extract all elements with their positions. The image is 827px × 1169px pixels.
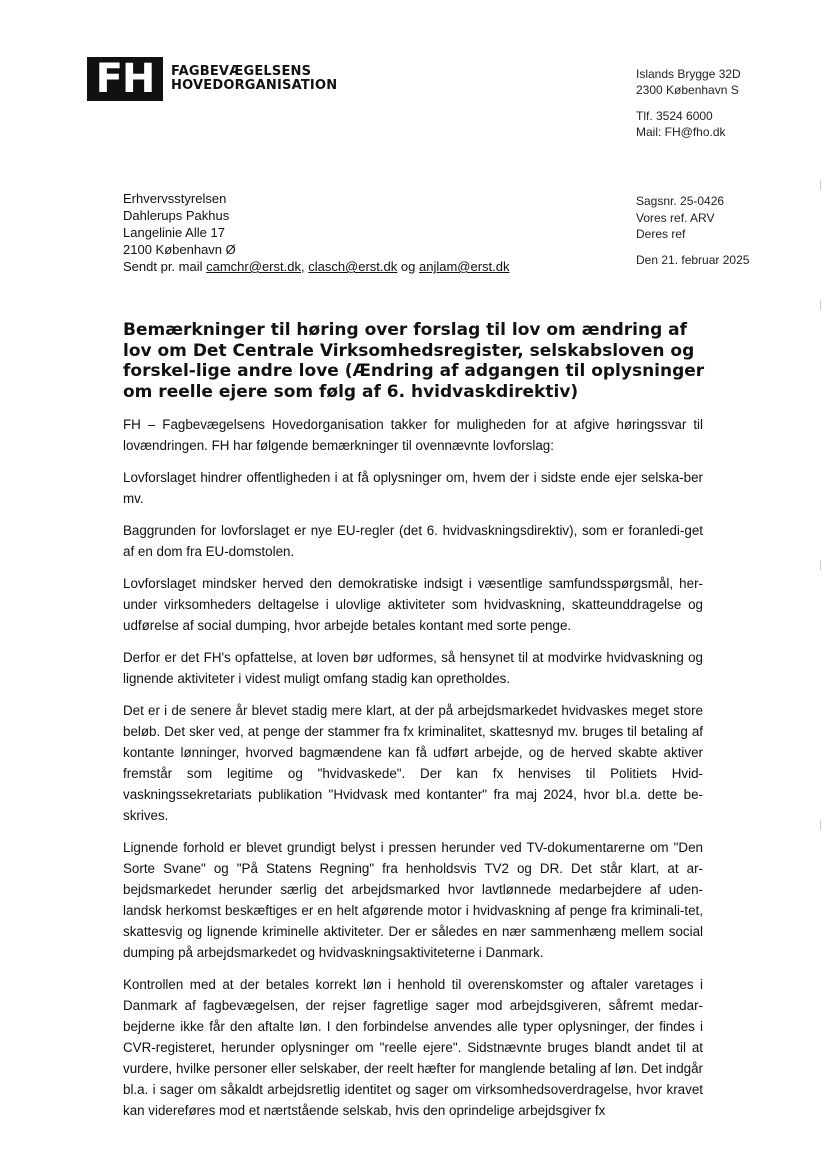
recipient-name: Erhvervsstyrelsen: [123, 191, 227, 206]
paragraph: FH – Fagbevægelsens Hovedorganisation takker for muligheden for at afgive høringssvar til lovændringen. FH har følgende bemærkninger til ovennævnte lovforslag:: [123, 417, 703, 453]
email-link-2[interactable]: clasch@erst.dk: [308, 259, 398, 274]
document-title: Bemærkninger til høring over forslag til lov om ændring af lov om Det Centrale Virksomhedsregister, selskabsloven og forskel-lige andre love (Ændring af adgangen til oplysninger om reelle ejere som følg af 6. hvidvaskdirektiv): [123, 320, 705, 402]
sender-street: Islands Brygge 32D: [636, 67, 741, 81]
paragraph: Derfor er det FH's opfattelse, at loven bør udformes, så hensynet til at modvirke hvidvaskning og lignende aktiviteter i videst muligt omfang stadig kan opretholdes.: [123, 650, 703, 686]
logo-name-line2: HOVEDORGANISATION: [171, 78, 338, 93]
email-link-3[interactable]: anjlam@erst.dk: [418, 259, 510, 274]
paragraph: Kontrollen med at der betales korrekt løn i henhold til overenskomster og aftaler varetages i Danmark af fagbevægelsen, der rejser fagretlige sager mod arbejdsgiveren, såfremt medar-bejderne ikke får den aftalte løn. I den forbindelse anvendes alle typer oplysninger, der findes i CVR-registeret, herunder oplysninger om "reelle ejere". Sidstnævnte bruges blandt andet til at vurdere, hvilke personer eller selskaber, der reelt hæfter for manglende betaling af løn. Det indgår bl.a. i sager om såkaldt arbejdsretlig identitet og sager om virksomhedsoverdragelse, hvor kravet kan videreføres mod et nærtstående selskab, hvis den oprindelige arbejdsgiver fx: [123, 977, 703, 1118]
paragraph: Baggrunden for lovforslaget er nye EU-regler (det 6. hvidvaskningsdirektiv), som er foranledi-get af en dom fra EU-domstolen.: [123, 523, 703, 559]
logo-mark: FH: [87, 57, 163, 101]
recipient-sent-line: [123, 258, 510, 275]
email-conjunction: og: [400, 259, 416, 274]
letter-date: Den 21. februar 2025: [636, 252, 750, 267]
our-reference: Vores ref. ARV: [636, 210, 715, 225]
recipient-building: Dahlerups Pakhus: [123, 208, 230, 223]
margin-mark: [820, 820, 821, 830]
sender-mail: Mail: FH@fho.dk: [636, 125, 726, 139]
margin-mark: [820, 560, 821, 570]
email-separator: ,: [300, 259, 305, 274]
your-reference: Deres ref: [636, 227, 686, 241]
logo-name-line1: FAGBEVÆGELSENS: [171, 64, 312, 79]
recipient-address: [123, 190, 510, 275]
sent-prefix: Sendt pr. mail: [123, 259, 203, 274]
paragraph: Lovforslaget mindsker herved den demokratiske indsigt i væsentlige samfundsspørgsmål, her-under virksomheders deltagelse i ulovlige aktiviteter som hvidvaskning, skatteunddragelse og udførelse af social dumping, hvor arbejde betales kontant med sorte penge.: [123, 576, 703, 633]
fh-logo: [87, 57, 337, 101]
email-link-1[interactable]: camchr@erst.dk: [206, 259, 301, 274]
logo-text: [171, 65, 337, 93]
case-number: Sagsnr. 25-0426: [636, 194, 725, 208]
sender-city: 2300 København S: [636, 83, 739, 97]
recipient-street: Langelinie Alle 17: [123, 225, 225, 240]
margin-mark: [820, 300, 821, 310]
paragraph: Lovforslaget hindrer offentligheden i at få oplysninger om, hvem der i sidste ende ejer selska-ber mv.: [123, 470, 703, 506]
sender-phone: Tlf. 3524 6000: [636, 109, 713, 123]
paragraph: Det er i de senere år blevet stadig mere klart, at der på arbejdsmarkedet hvidvaskes meget store beløb. Det sker ved, at penge der stammer fra fx kriminalitet, skattesnyd mv. bruges til betaling af kontante lønninger, hvorved bagmændene kan få udført arbejde, og de herved skabte aktiver fremstår som legitime og "hvidvaskede". Der kan fx henvises til Politiets Hvid-vaskningssekretariats publikation "Hvidvask med kontanter" fra maj 2024, hvor bl.a. dette be-skrives.: [123, 703, 703, 823]
margin-mark: [820, 180, 821, 190]
case-meta: [636, 193, 749, 268]
body-text: [123, 414, 703, 1132]
recipient-city: 2100 København Ø: [123, 242, 236, 257]
sender-address: [636, 66, 741, 140]
paragraph: Lignende forhold er blevet grundigt belyst i pressen herunder ved TV-dokumentarerne om "Den Sorte Svane" og "På Statens Regning" fra henholdsvis TV2 og DR. Det står klart, at ar-bejdsmarkedet herunder særlig det arbejdsmarked hvor lavtlønnede medarbejdere af uden-landsk herkomst beskæftiges er en helt afgørende motor i hvidvaskning af penge fra kriminali-tet, skattesvig og lignende kriminelle aktiviteter. Der er således en nær sammenhæng mellem social dumping på arbejdsmarkedet og hvidvaskningsaktiviteterne i Danmark.: [123, 840, 703, 960]
